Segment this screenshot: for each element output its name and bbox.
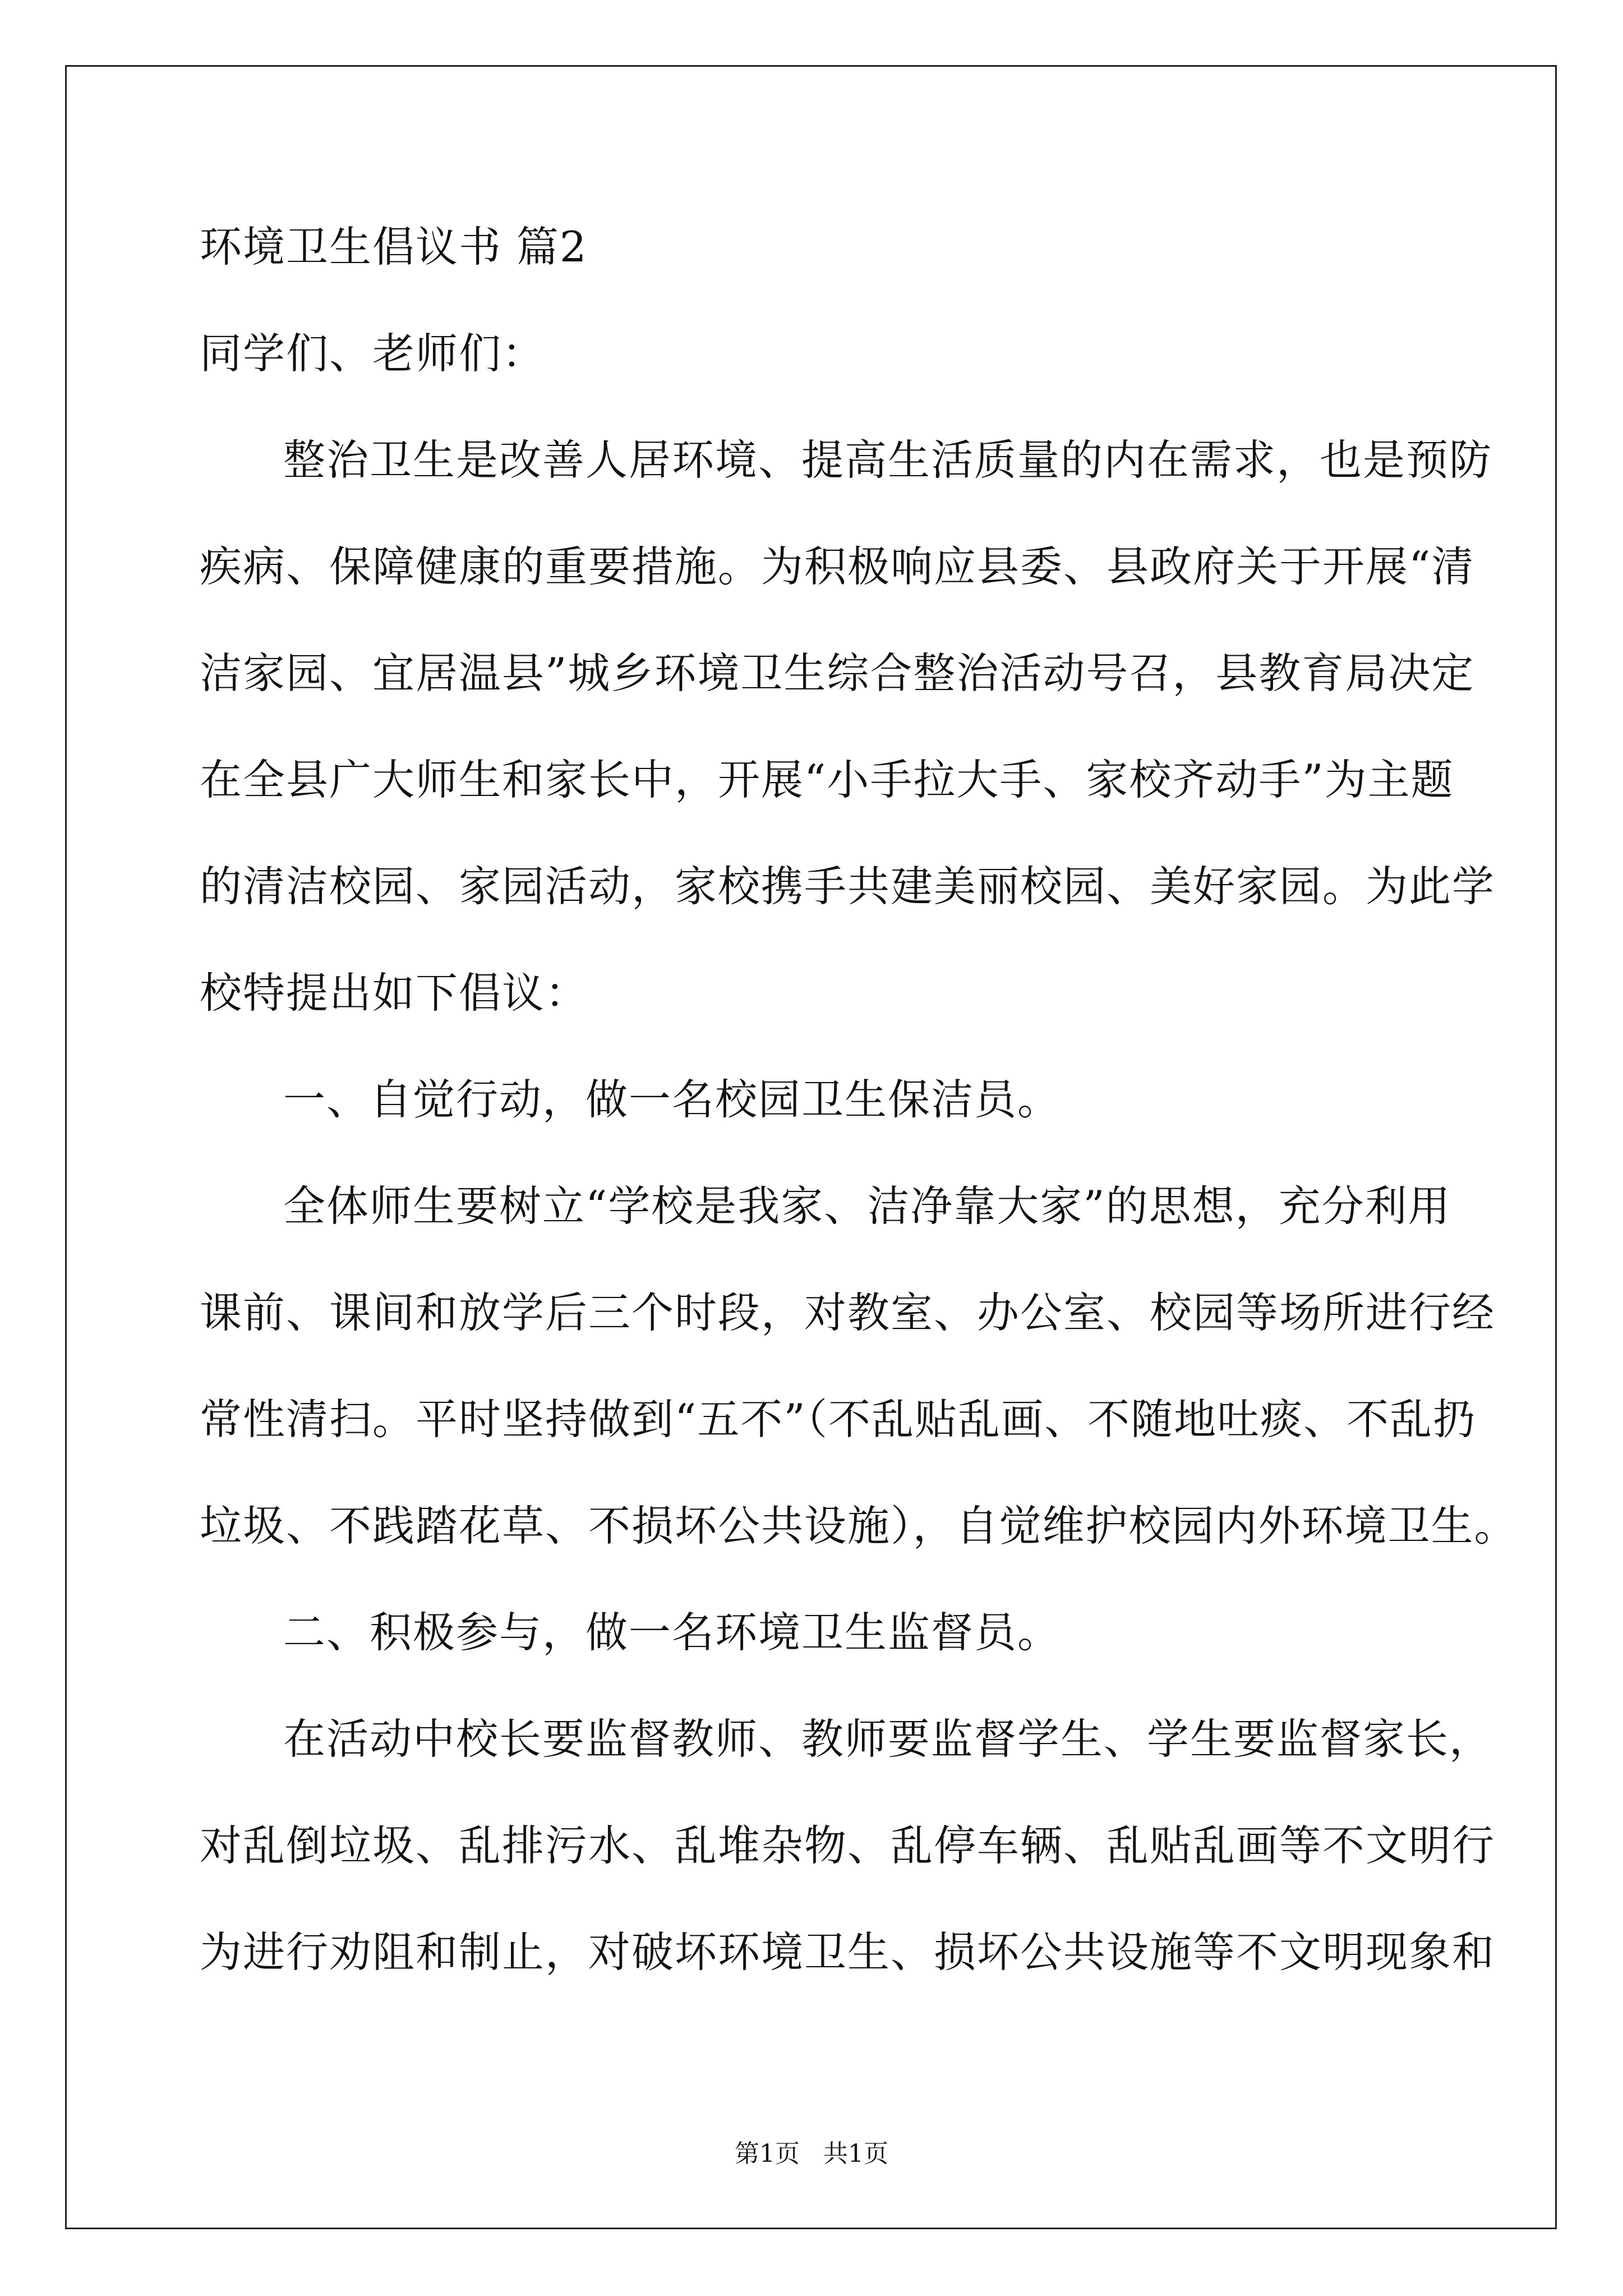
body-line: 常性清扫。平时坚持做到“五不”（不乱贴乱画、不随地吐痰、不乱扔 — [200, 1395, 1477, 1444]
body-line: 整治卫生是改善人居环境、提高生活质量的内在需求，也是预防 — [283, 435, 1493, 485]
section-heading: 一、自觉行动，做一名校园卫生保洁员。 — [283, 1075, 1061, 1124]
body-line: 在活动中校长要监督教师、教师要监督学生、学生要监督家长， — [283, 1714, 1493, 1764]
body-line: 的清洁校园、家园活动，家校携手共建美丽校园、美好家园。为此学 — [200, 862, 1496, 911]
body-line: 垃圾、不践踏花草、不损坏公共设施），自觉维护校园内外环境卫生。 — [200, 1501, 1518, 1550]
salutation: 同学们、老师们： — [200, 329, 546, 378]
document-title: 环境卫生倡议书 篇2 — [200, 222, 588, 272]
body-line: 全体师生要树立“学校是我家、洁净靠大家”的思想，充分利用 — [283, 1181, 1451, 1231]
body-line: 课前、课间和放学后三个时段，对教室、办公室、校园等场所进行经 — [200, 1288, 1496, 1337]
page-border — [65, 65, 1557, 2229]
body-line: 洁家园、宜居温县”城乡环境卫生综合整治活动号召，县教育局决定 — [200, 648, 1475, 698]
body-line: 校特提出如下倡议： — [200, 968, 589, 1018]
body-line: 为进行劝阻和制止，对破坏环境卫生、损坏公共设施等不文明现象和 — [200, 1927, 1496, 1977]
body-line: 在全县广大师生和家长中，开展“小手拉大手、家校齐动手”为主题 — [200, 755, 1454, 804]
body-line: 疾病、保障健康的重要措施。为积极响应县委、县政府关于开展“清 — [200, 542, 1475, 591]
page-number-footer: 第1页 共1页 — [735, 2139, 888, 2168]
body-line: 对乱倒垃圾、乱排污水、乱堆杂物、乱停车辆、乱贴乱画等不文明行 — [200, 1821, 1496, 1870]
section-heading: 二、积极参与，做一名环境卫生监督员。 — [283, 1608, 1061, 1657]
